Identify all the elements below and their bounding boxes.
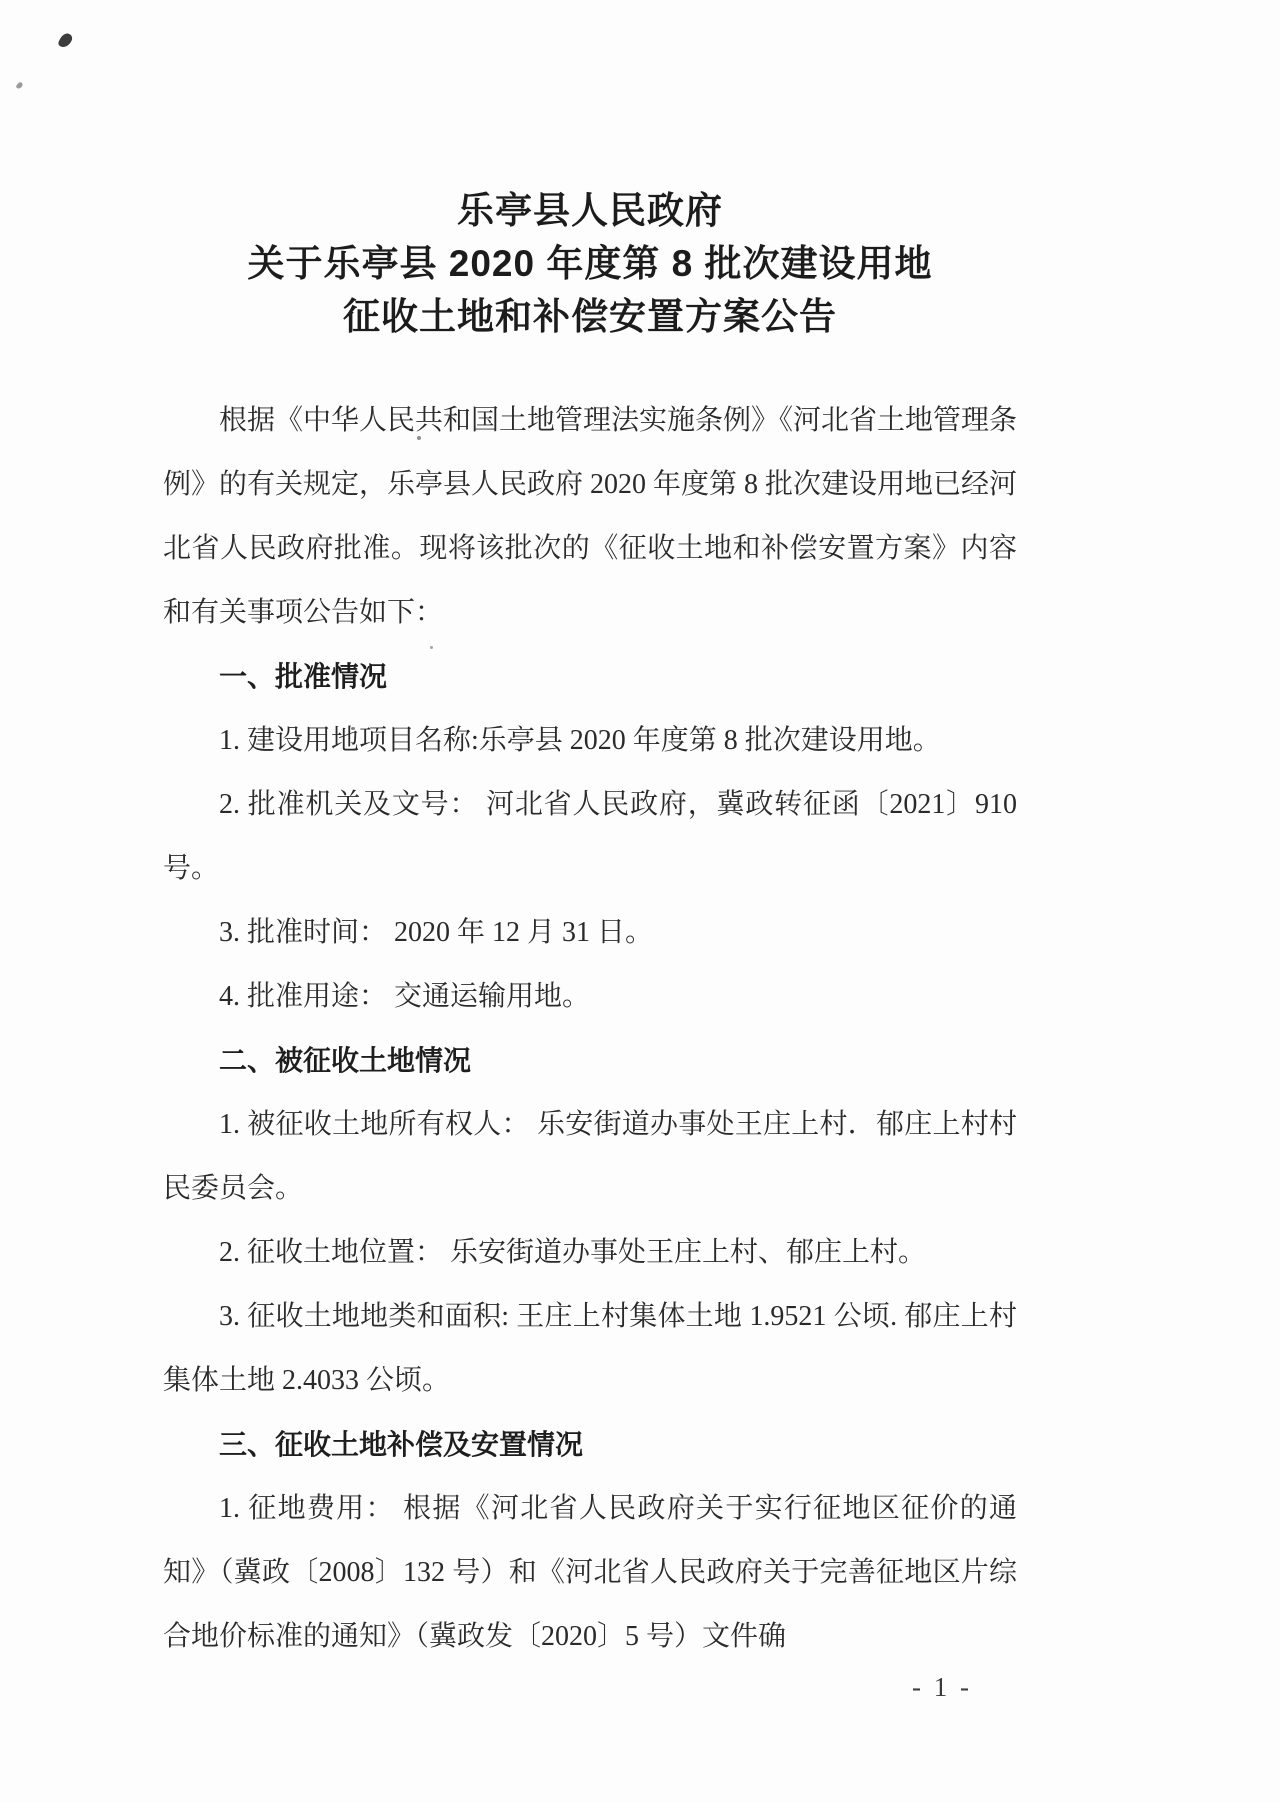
paragraph-item: 4. 批准用途： 交通运输用地。 — [219, 981, 591, 1012]
document-title — [163, 184, 1017, 343]
scan-artifact-mark — [15, 81, 23, 90]
paragraph-item: 1. 建设用地项目名称:乐亭县 2020 年度第 8 批次建设用地。 — [219, 725, 941, 756]
document-body — [163, 184, 1017, 1669]
scan-artifact-mark — [57, 31, 74, 49]
section-heading-2: 二、被征收土地情况 — [219, 1045, 472, 1076]
section-heading-1: 一、批准情况 — [219, 661, 388, 692]
page-number: - 1 - — [912, 1672, 972, 1702]
paragraph-item: 3. 批准时间： 2020 年 12 月 31 日。 — [219, 917, 654, 948]
paragraph-item: 1. 征地费用： 根据《河北省人民政府关于实行征地区征价的通知》（冀政〔2008〕132 号）和《河北省人民政府关于完善征地区片综合地价标准的通知》（冀政发〔2020〕5 号）文件确 — [163, 1493, 1017, 1652]
paragraph-item: 2. 征收土地位置： 乐安街道办事处王庄上村、郁庄上村。 — [219, 1237, 927, 1268]
document-text — [163, 389, 1017, 1669]
title-line-3: 征收土地和补偿安置方案公告 — [343, 296, 837, 337]
paragraph-intro: 根据《中华人民共和国土地管理法实施条例》《河北省土地管理条例》的有关规定，乐亭县人民政府 2020 年度第 8 批次建设用地已经河北省人民政府批准。现将该批次的《征收土地和补偿安置方案》内容和有关事项公告如下： — [163, 405, 1018, 628]
section-heading-3: 三、征收土地补偿及安置情况 — [219, 1429, 584, 1460]
title-line-1: 乐亭县人民政府 — [457, 190, 723, 231]
title-line-2: 关于乐亭县 2020 年度第 8 批次建设用地 — [247, 243, 933, 284]
paragraph-item: 1. 被征收土地所有权人： 乐安街道办事处王庄上村．郁庄上村村民委员会。 — [163, 1109, 1017, 1204]
paragraph-item: 2. 批准机关及文号： 河北省人民政府，冀政转征函〔2021〕910 号。 — [163, 789, 1017, 884]
paragraph-item: 3. 征收土地地类和面积: 王庄上村集体土地 1.9521 公顷. 郁庄上村集体土地 2.4033 公顷。 — [163, 1301, 1017, 1396]
